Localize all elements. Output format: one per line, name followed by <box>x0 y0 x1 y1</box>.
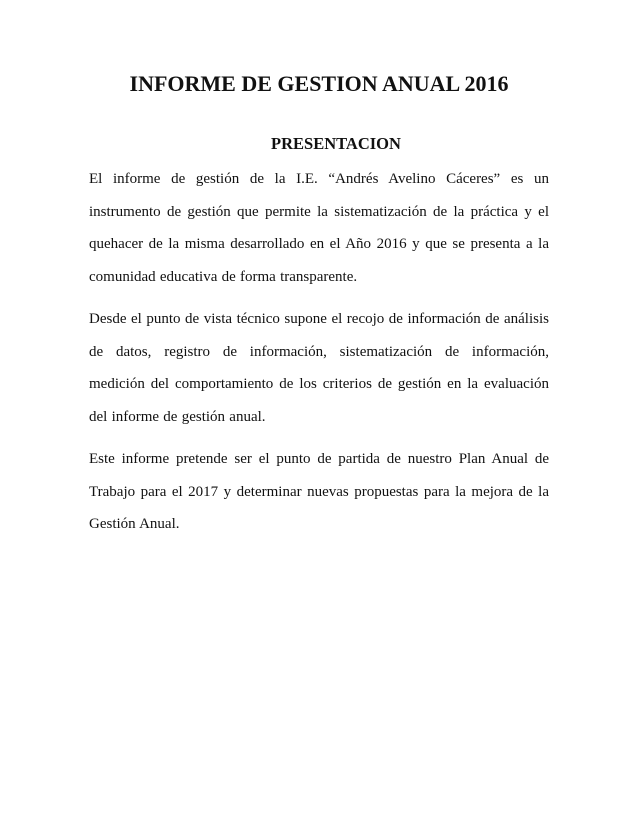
paragraph-1: El informe de gestión de la I.E. “Andrés Avelino Cáceres” es un instrumento de gestión que permite la sistematización de la práctica y el quehacer de la misma desarrollado en el Año 2016 y que se presenta a la comunidad educativa de forma transparente. <box>89 171 549 285</box>
paragraph-3: Este informe pretende ser el punto de partida de nuestro Plan Anual de Trabajo para el 2017 y determinar nuevas propuestas para la mejora de la Gestión Anual. <box>89 451 549 532</box>
document-title: INFORME DE GESTION ANUAL 2016 <box>129 71 509 96</box>
paragraph-2: Desde el punto de vista técnico supone el recojo de información de análisis de datos, registro de información, sistematización de información, medición del comportamiento de los criterios de gestión en la evaluación del informe de gestión anual. <box>89 311 549 425</box>
section-heading: PRESENTACION <box>271 134 401 153</box>
document-body <box>89 163 549 551</box>
